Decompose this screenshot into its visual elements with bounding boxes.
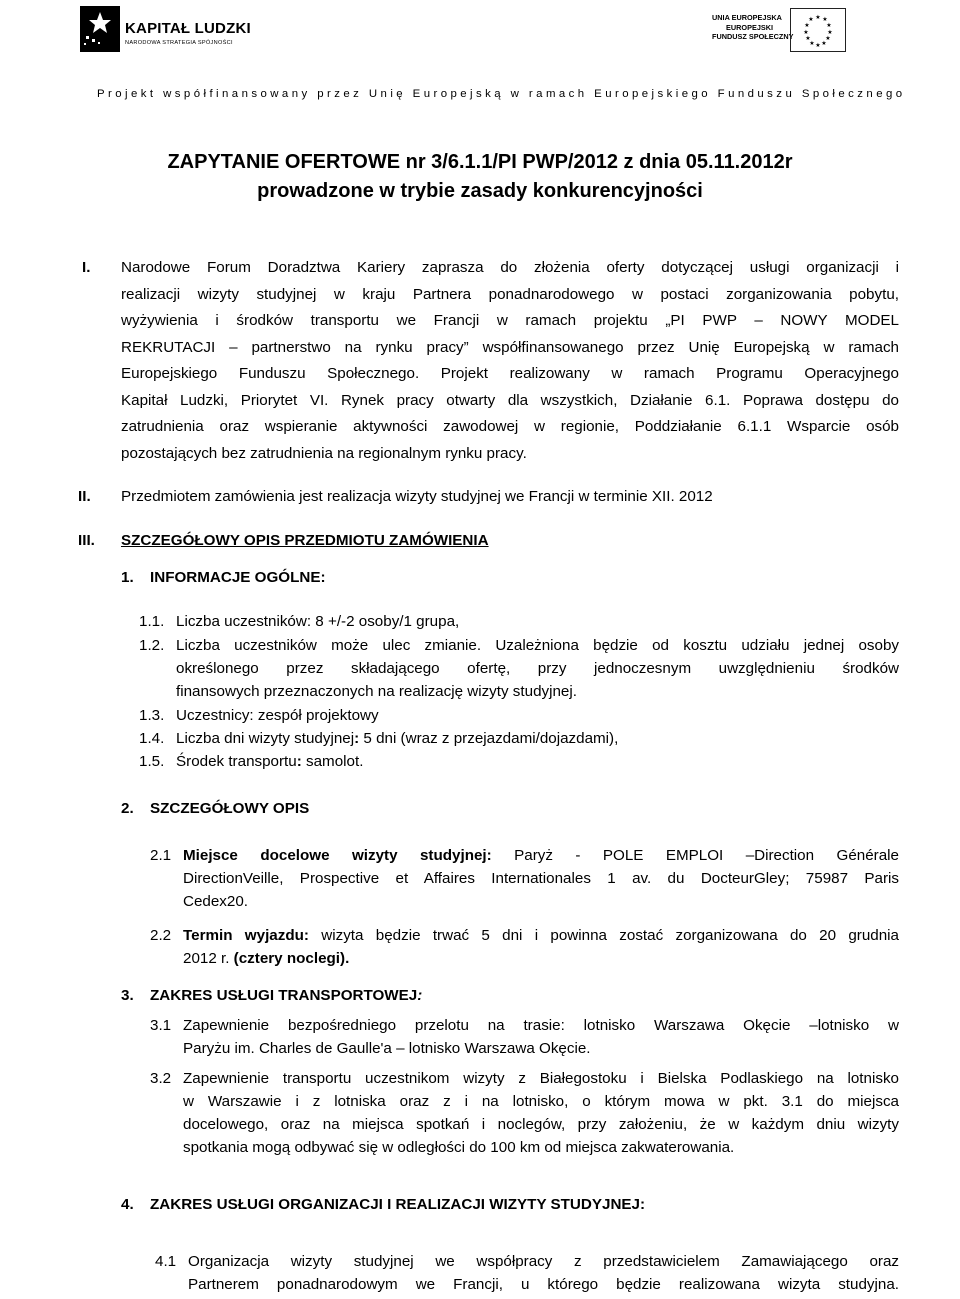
section-3-heading: SZCZEGÓŁOWY OPIS PRZEDMIOTU ZAMÓWIENIA	[121, 532, 489, 549]
subsection-4-number: 4.	[121, 1196, 134, 1213]
item-text	[176, 749, 363, 776]
item-number: 1.1.	[139, 613, 165, 630]
document-title: ZAPYTANIE OFERTOWE nr 3/6.1.1/PI PWP/2012 z dnia 05.11.2012r	[167, 151, 793, 173]
subsection-2-heading: SZCZEGÓŁOWY OPIS	[150, 800, 310, 817]
item-text-bold: (cztery noclegi).	[233, 950, 350, 967]
item-number: 1.4.	[139, 730, 165, 747]
item-text-pre: 2012 r.	[183, 950, 234, 967]
subsection-4-heading: ZAKRES USŁUGI ORGANIZACJI I REALIZACJI WIZYTY STUDYJNEJ:	[150, 1196, 646, 1213]
svg-text:★: ★	[822, 16, 828, 23]
section-1-line: Narodowe Forum Doradztwa Kariery zaprasza do złożenia oferty dotyczącej usługi organizacji i	[121, 259, 899, 276]
item-text-pre: Liczba dni wizyty studyjnej	[176, 730, 355, 747]
eu-line-3: FUNDUSZ SPOŁECZNY	[712, 32, 794, 41]
item-text-post: samolot.	[301, 753, 364, 770]
item-number: 1.3.	[139, 707, 165, 724]
svg-text:★: ★	[808, 16, 814, 23]
item-text-pre: Środek transportu	[176, 753, 297, 770]
item-text-rest: Paryż - POLE EMPLOI –Direction Générale	[514, 847, 899, 864]
svg-text:★: ★	[815, 14, 821, 21]
section-1-line: pozostających bez zatrudnienia na regionalnym rynku pracy.	[121, 445, 527, 462]
item-text-post: 5 dni (wraz z przejazdami/dojazdami),	[359, 730, 619, 747]
section-1-line: zatrudnienia oraz wspieranie aktywności zawodowej w regionie, Poddziałanie 6.1.1 Wsparcie osób	[121, 418, 899, 435]
item-text: Uczestnicy: zespół projektowy	[176, 707, 379, 724]
subsection-2-number: 2.	[121, 800, 134, 817]
eu-line-1: UNIA EUROPEJSKA	[712, 13, 782, 22]
item-text: DirectionVeille, Prospective et Affaires Internationales 1 av. du DocteurGley; 75987 Paris	[183, 870, 899, 887]
eu-logo-text	[712, 13, 794, 42]
section-2-number: II.	[78, 488, 91, 505]
item-text-bold: Miejsce docelowe wizyty studyjnej:	[183, 847, 492, 864]
item-text: docelowego, oraz na miejsca spotkań i noclegów, przy założeniu, że w każdym dniu wizyty	[183, 1116, 899, 1133]
item-text	[183, 946, 349, 973]
item-number: 1.5.	[139, 753, 165, 770]
item-text-bold: :	[296, 753, 302, 770]
svg-text:★: ★	[804, 22, 810, 29]
svg-text:★: ★	[826, 22, 832, 29]
svg-text:★: ★	[821, 40, 827, 47]
subsection-3-heading-text: ZAKRES USŁUGI TRANSPORTOWEJ	[150, 987, 418, 1004]
item-text-bold: Termin wyjazdu:	[183, 927, 309, 944]
kapital-ludzki-subtitle: NARODOWA STRATEGIA SPÓJNOŚCI	[125, 40, 233, 46]
eu-line-2: EUROPEJSKI	[726, 22, 774, 32]
item-text: Zapewnienie transportu uczestnikom wizyty z Białegostoku i Bielska Podlaskiego na lotnisko	[183, 1070, 899, 1087]
kapital-ludzki-name: KAPITAŁ LUDZKI	[125, 20, 251, 37]
kapital-ludzki-emblem-icon	[80, 6, 124, 52]
item-text: Organizacja wizyty studyjnej we współpracy z przedstawicielem Zamawiającego oraz	[188, 1253, 899, 1270]
svg-text:★: ★	[815, 42, 821, 49]
section-1-line: Kapitał Ludzki, Priorytet VI. Rynek pracy otwarty dla wszystkich, Działanie 6.1. Poprawa dostępu do	[121, 392, 899, 409]
section-1-line: REKRUTACJI – partnerstwo na rynku pracy” współfinansowanego przez Unię Europejską w ramach	[121, 339, 899, 356]
section-1-number: I.	[82, 259, 91, 276]
item-number: 2.1	[150, 847, 172, 864]
subsection-1-number: 1.	[121, 569, 134, 586]
item-text-rest: wizyta będzie trwać 5 dni i powinna zostać zorganizowana do 20 grudnia	[321, 927, 899, 944]
item-text: Cedex20.	[183, 893, 249, 910]
subsection-3-number: 3.	[121, 987, 134, 1004]
subsection-3-heading	[150, 983, 422, 1010]
item-number: 1.2.	[139, 637, 165, 654]
item-text: Liczba uczestników może ulec zmianie. Uzależniona będzie od kosztu udziału jednej osoby	[176, 637, 899, 654]
section-2-text: Przedmiotem zamówienia jest realizacja wizyty studyjnej we Francji w terminie XII. 2012	[121, 488, 713, 505]
project-tagline: Projekt współfinansowany przez Unię Europejską w ramach Europejskiego Funduszu Społecznego	[97, 88, 906, 100]
item-number: 2.2	[150, 927, 172, 944]
subsection-3-colon: :	[417, 987, 423, 1004]
section-3-number: III.	[78, 532, 95, 549]
section-1-line: Europejskiego Funduszu Społecznego. Projekt realizowany w ramach Programu Operacyjnego	[121, 365, 899, 382]
item-number: 4.1	[155, 1253, 177, 1270]
eu-flag-icon	[790, 8, 846, 52]
section-1-line: realizacji wizyty studyjnej w kraju Partnera ponadnarodowego w postaci zorganizowania pobytu,	[121, 286, 899, 303]
item-text: Paryżu im. Charles de Gaulle'a – lotnisko Warszawa Okęcie.	[183, 1040, 591, 1057]
item-number: 3.1	[150, 1017, 172, 1034]
item-text: finansowych przeznaczonych na realizację wizyty studyjnej.	[176, 683, 577, 700]
item-number: 3.2	[150, 1070, 172, 1087]
document-subtitle: prowadzone w trybie zasady konkurencyjności	[257, 180, 703, 202]
section-1-line: wyżywienia i środków transportu we Francji w ramach projektu „PI PWP – NOWY MODEL	[121, 312, 899, 329]
svg-text:★: ★	[805, 35, 811, 42]
item-text-bold: :	[354, 730, 360, 747]
svg-text:★: ★	[803, 29, 809, 36]
item-text: Zapewnienie bezpośredniego przelotu na trasie: lotnisko Warszawa Okęcie –lotnisko w	[183, 1017, 899, 1034]
item-text: określonego przez składającego ofertę, przy jednoczesnym uwzględnieniu środków	[176, 660, 899, 677]
subsection-1-heading: INFORMACJE OGÓLNE:	[150, 569, 326, 586]
item-text: spotkania mogą odbywać się w odległości do 100 km od miejsca zakwaterowania.	[183, 1139, 735, 1156]
svg-text:★: ★	[809, 40, 815, 47]
svg-text:★: ★	[825, 35, 831, 42]
svg-text:★: ★	[827, 29, 833, 36]
item-text: w Warszawie i z lotniska oraz z i na lotnisko, o którym mowa w pkt. 3.1 do miejsca	[183, 1093, 899, 1110]
item-text: Liczba uczestników: 8 +/-2 osoby/1 grupa,	[176, 613, 460, 630]
item-text: Partnerem ponadnarodowym we Francji, u którego będzie realizowana wizyta studyjna.	[188, 1276, 899, 1293]
